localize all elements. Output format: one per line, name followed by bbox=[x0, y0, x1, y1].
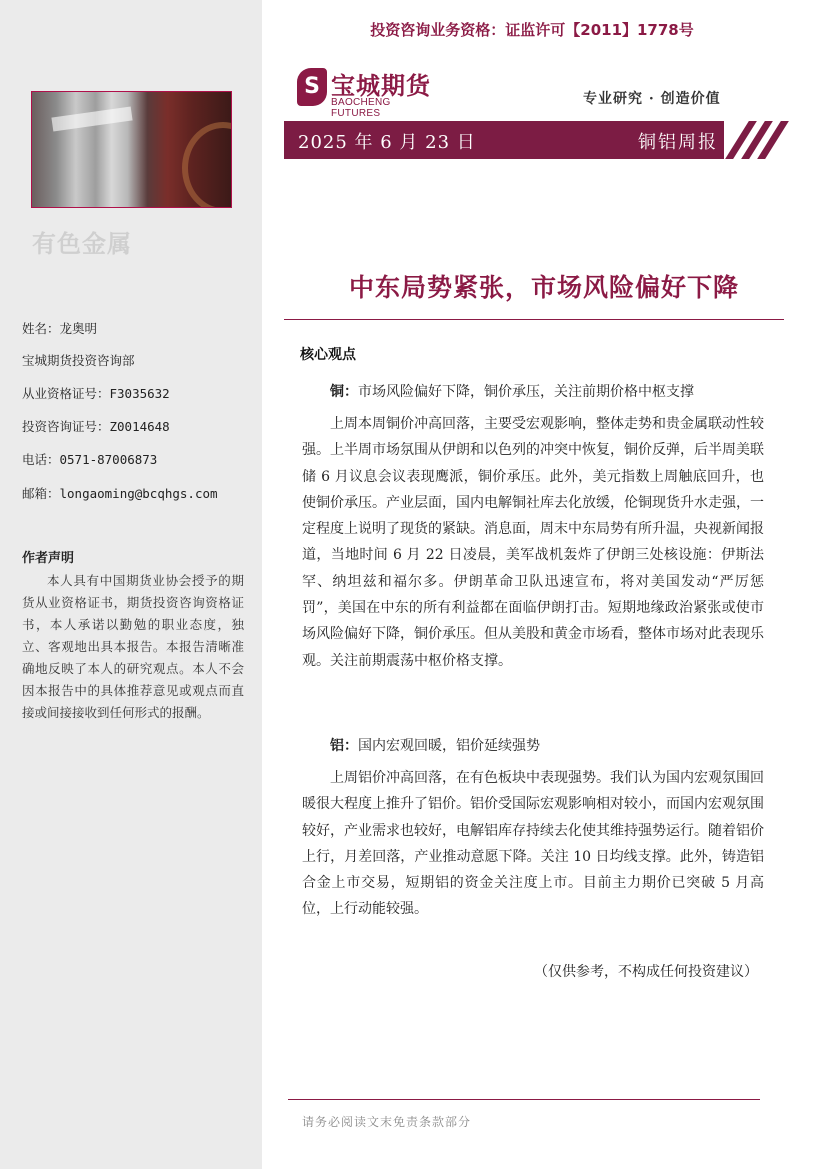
copper-summary-text: 市场风险偏好下降，铜价承压，关注前期价格中枢支撑 bbox=[358, 384, 694, 400]
aluminum-label: 铝： bbox=[330, 738, 358, 754]
core-views-heading: 核心观点 bbox=[300, 347, 356, 363]
copper-summary bbox=[330, 381, 694, 401]
disclaimer: （仅供参考，不构成任何投资建议） bbox=[534, 964, 758, 980]
footer-divider bbox=[288, 1099, 760, 1100]
author-name: 姓名：龙奥明 bbox=[22, 321, 98, 336]
company-logo bbox=[297, 66, 437, 119]
logo-mark-icon: S bbox=[297, 68, 327, 106]
copper-label: 铜： bbox=[330, 384, 358, 400]
copper-aluminum-photo bbox=[31, 91, 232, 208]
qualification-number: 从业资格证号：F3035632 bbox=[22, 386, 170, 401]
report-type: 铜铝周报 bbox=[638, 132, 718, 153]
sidebar bbox=[0, 0, 262, 1169]
aluminum-summary bbox=[330, 735, 540, 755]
report-date: 2025 年 6 月 23 日 bbox=[298, 132, 476, 153]
headline-divider bbox=[284, 319, 784, 320]
date-banner bbox=[284, 121, 724, 159]
footer-note: 请务必阅读文末免责条款部分 bbox=[302, 1115, 472, 1129]
copper-paragraph: 上周本周铜价冲高回落，主要受宏观影响，整体走势和贵金属联动性较强。上半周市场氛围从伊朗和以色列的冲突中恢复，铜价反弹，后半周美联储 6 月议息会议表现鹰派，铜价承压。此外，美元指数上周触底回升，也使铜价承压。产业层面，国内电解铜社库去化放缓，伦铜现货升水走强，一定程度上说明了现货的紧缺。消息面，周末中东局势有所升温，央视新闻报道，当地时间 6 月 22 日凌晨，美军战机轰炸了伊朗三处核设施：伊斯法罕、纳坦兹和福尔多。伊朗革命卫队迅速宣布，将对美国发动“严厉惩罚”，美国在中东的所有利益都在面临伊朗打击。短期地缘政治紧张或使市场风险偏好下降，铜价承压。但从美股和黄金市场看，整体市场对此表现乐观。关注前期震荡中枢价格支撑。 bbox=[302, 416, 764, 669]
aluminum-paragraph: 上周铝价冲高回落，在有色板块中表现强势。我们认为国内宏观氛围回暖很大程度上推升了铝价。铝价受国际宏观影响相对较小，而国内宏观氛围较好，产业需求也较好，电解铝库存持续去化使其维持强势运行。随着铝价上行，月差回落，产业推动意愿下降。关注 10 日均线支撑。此外，铸造铝合金上市交易，短期铝的资金关注度上市。目前主力期价已突破 5 月高位，上行动能较强。 bbox=[302, 770, 764, 918]
logo-chinese: 宝城期货 bbox=[331, 71, 431, 100]
author-statement-title: 作者声明 bbox=[22, 551, 75, 566]
aluminum-summary-text: 国内宏观回暖，铝价延续强势 bbox=[358, 738, 540, 754]
department: 宝城期货投资咨询部 bbox=[22, 353, 135, 368]
slogan: 专业研究 · 创造价值 bbox=[583, 91, 721, 107]
phone: 电话：0571-87006873 bbox=[22, 452, 158, 467]
headline: 中东局势紧张，市场风险偏好下降 bbox=[348, 273, 739, 302]
consulting-number: 投资咨询证号：Z0014648 bbox=[22, 419, 170, 434]
logo-english: BAOCHENG FUTURES bbox=[331, 97, 391, 119]
email: 邮箱：longaoming@bcqhgs.com bbox=[22, 486, 218, 501]
license-line: 投资咨询业务资格：证监许可【2011】1778号 bbox=[370, 21, 694, 39]
section-tag: 有色金属 bbox=[32, 230, 132, 258]
author-statement-body: 本人具有中国期货业协会授予的期货从业资格证书，期货投资咨询资格证书，本人承诺以勤勉的职业态度，独立、客观地出具本报告。本报告清晰准确地反映了本人的研究观点。本人不会因本报告中的具体推荐意见或观点而直接或间接接收到任何形式的报酬。 bbox=[22, 573, 244, 720]
